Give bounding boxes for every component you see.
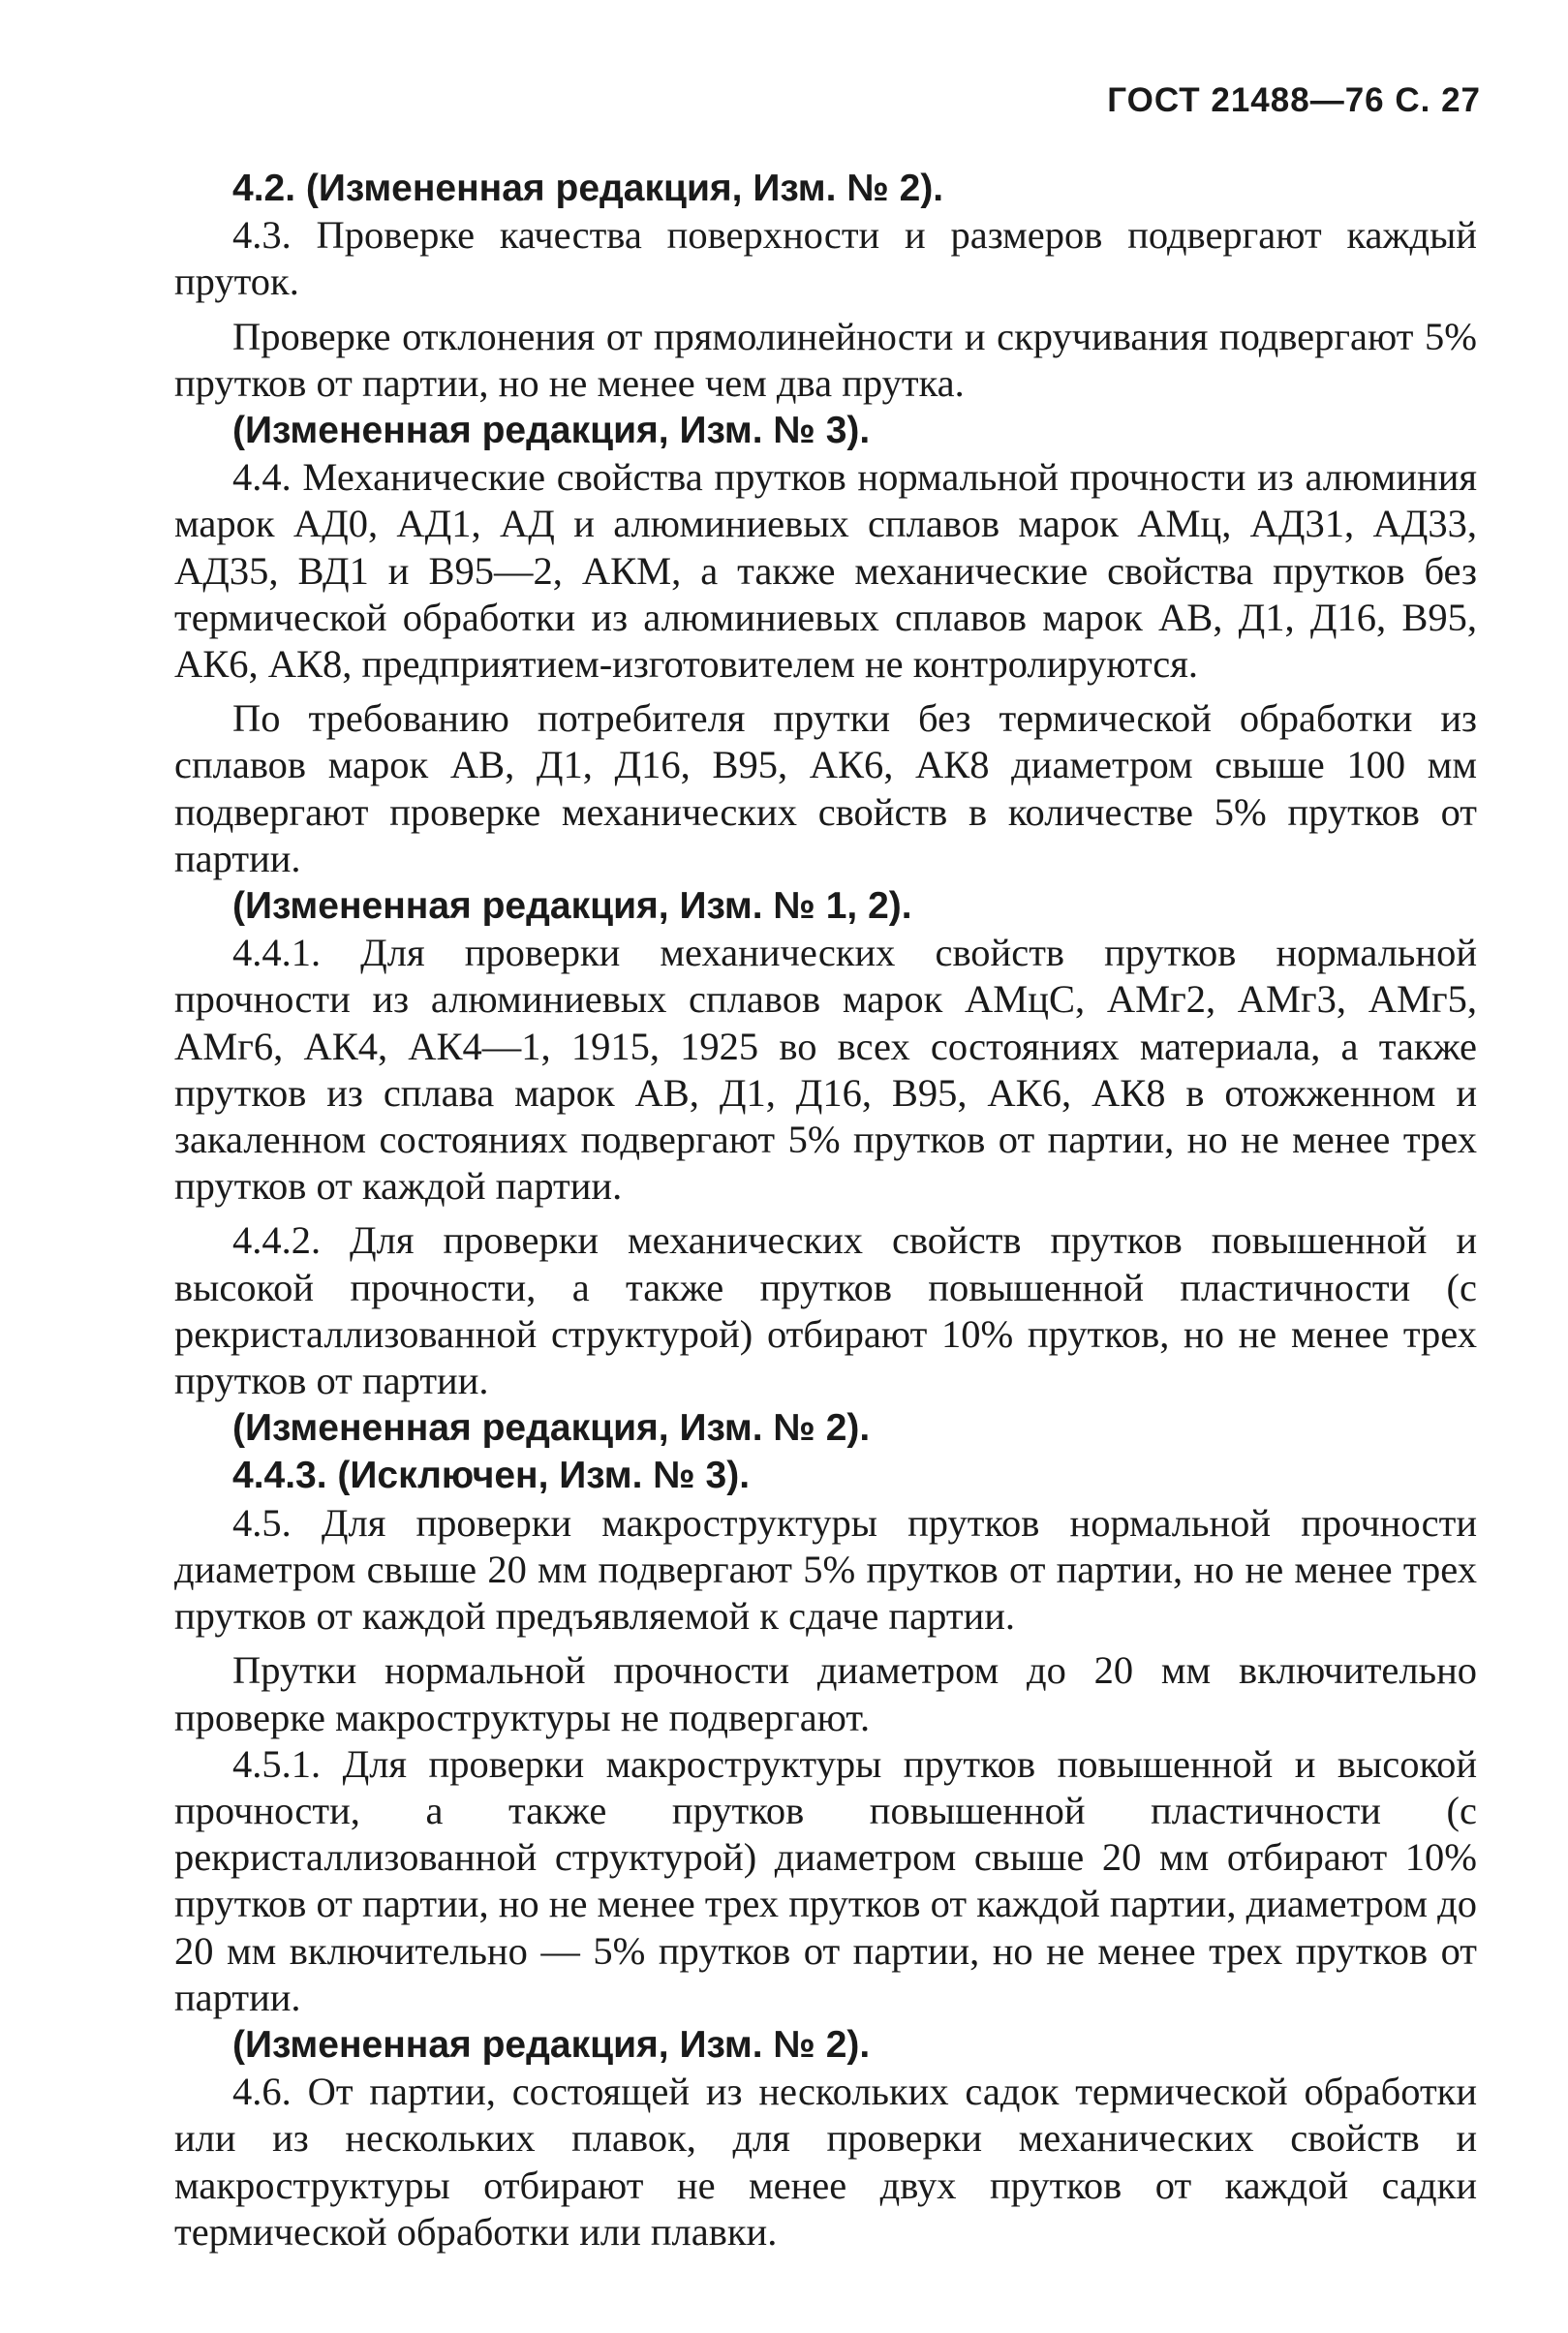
amendment-note: (Измененная редакция, Изм. № 2).	[232, 2023, 871, 2066]
paragraph-4-5-1: 4.5.1. Для проверки макроструктуры прутков повышенной и высокой прочности, а также прутков повышенной пластичности (с рекристаллизованной структурой) диаметром свыше 20 мм отбирают 10% прутков от партии, но не менее трех прутков от каждой партии, диаметром до 20 мм включительно — 5% прутков от партии, но не менее трех прутков от партии.	[174, 1741, 1477, 2019]
paragraph-4-4-1: 4.4.1. Для проверки механических свойств прутков нормальной прочности из алюминиевых сплавов марок АМцС, АМг2, АМг3, АМг5, АМг6, АК4, АК4—1, 1915, 1925 во всех состояниях материала, а также прутков из сплава марок АВ, Д1, Д16, В95, АК6, АК8 в отожженном и закаленном состояниях подвергают 5% прутков от партии, но не менее трех прутков от каждой партии.	[174, 931, 1477, 1209]
page-header: ГОСТ 21488—76 С. 27	[1107, 81, 1481, 119]
paragraph-text: Прутки нормальной прочности диаметром до 20 мм включительно проверке макроструктуры не подвергают.	[174, 1648, 1477, 1739]
paragraph-4-4-3: 4.4.3. (Исключен, Изм. № 3).	[232, 1455, 751, 1497]
amendment-note: (Измененная редакция, Изм. № 1, 2).	[232, 885, 912, 928]
amendment-note: (Измененная редакция, Изм. № 2).	[232, 1407, 871, 1450]
paragraph-4-4-2: 4.4.2. Для проверки механических свойств прутков повышенной и высокой прочности, а также прутков повышенной пластичности (с рекристаллизованной структурой) отбирают 10% прутков, но не менее трех прутков от партии.	[174, 1218, 1477, 1403]
amendment-note: (Измененная редакция, Изм. № 3).	[232, 410, 871, 452]
paragraph-4-5: 4.5. Для проверки макроструктуры прутков нормальной прочности диаметром свыше 20 мм подвергают 5% прутков от партии, но не менее трех прутков от каждой предъявляемой к сдаче партии.	[174, 1500, 1477, 1639]
paragraph-4-4: 4.4. Механические свойства прутков нормальной прочности из алюминия марок АД0, АД1, АД и алюминиевых сплавов марок АМц, АД31, АД33, АД35, ВД1 и В95—2, АКМ, а также механические свойства прутков без термической обработки из алюминиевых сплавов марок АВ, Д1, Д16, В95, АК6, АК8, предприятием-изготовителем не контролируются.	[174, 455, 1477, 687]
paragraph-4-6: 4.6. От партии, состоящей из нескольких садок термической обработки или из нескольких плавок, для проверки механических свойств и макроструктуры отбирают не менее двух прутков от каждой садки термической обработки или плавки.	[174, 2070, 1477, 2254]
amendment-note: 4.2. (Измененная редакция, Изм. № 2).	[232, 168, 944, 209]
document-body	[174, 165, 1477, 2256]
paragraph-4-3: 4.3. Проверке качества поверхности и размеров подвергают каждый пруток.	[174, 213, 1477, 304]
paragraph-text: Проверке отклонения от прямолинейности и скручивания подвергают 5% прутков от партии, но не менее чем два прутка.	[174, 314, 1477, 405]
paragraph-4-2	[174, 165, 1477, 212]
paragraph-text: По требованию потребителя прутки без термической обработки из сплавов марок АВ, Д1, Д16, В95, АК6, АК8 диаметром свыше 100 мм подвергают проверке механических свойств в количестве 5% прутков от партии.	[174, 696, 1477, 880]
